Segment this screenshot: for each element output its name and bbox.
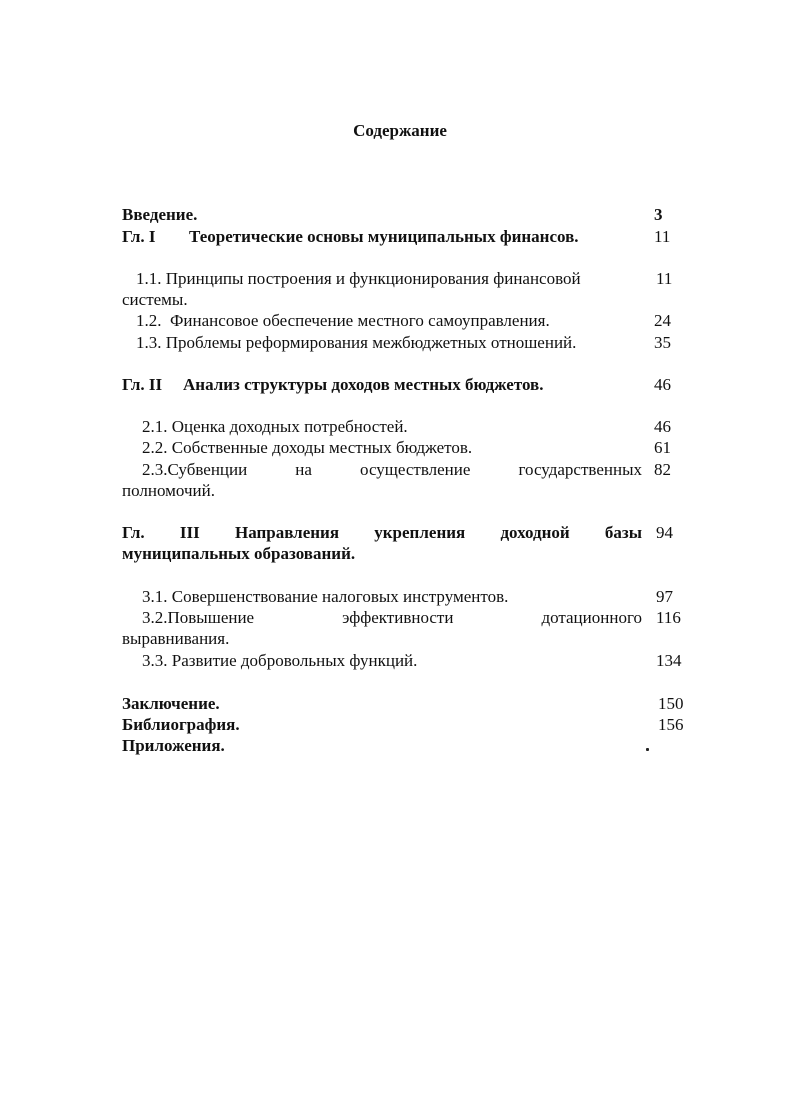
toc-page-number: 35 [654, 333, 671, 352]
chapter-title-continued: муниципальных образований. [122, 544, 356, 563]
toc-page-number: 11 [656, 269, 673, 288]
toc-page-number: 3 [654, 205, 663, 224]
toc-entry-text: 2.3.Субвенции на осуществление государственных [142, 460, 642, 479]
toc-section-1-1 [122, 268, 682, 310]
chapter-title: Анализ структуры доходов местных бюджетов. [183, 375, 544, 394]
chapter-title: Гл. III Направления укрепления доходной базы [122, 523, 642, 542]
toc-entry-text: 2.2. Собственные доходы местных бюджетов. [142, 438, 473, 457]
toc-page-number: 97 [656, 587, 673, 606]
toc-entry-text: 2.1. Оценка доходных потребностей. [142, 417, 408, 436]
toc-entry-text: 1.1. Принципы построения и функционирования финансовой [136, 269, 581, 288]
toc-page-number: 46 [654, 375, 671, 394]
toc-page-number: 94 [656, 523, 673, 542]
toc-entry-text: 1.2. Финансовое обеспечение местного самоуправления. [136, 311, 550, 330]
chapter-number: Гл. II [122, 375, 163, 394]
page-title: Содержание [353, 121, 447, 140]
toc-entry-text: Библиография. [122, 715, 240, 734]
toc-page-number: 24 [654, 311, 671, 330]
toc-entry-text: Заключение. [122, 694, 220, 713]
toc-entry-text-continued: выравнивания. [122, 629, 230, 648]
chapter-title: Теоретические основы муниципальных финансов. [189, 227, 579, 246]
toc-entry-text: Приложения. [122, 736, 225, 755]
toc-entry-text-continued: системы. [122, 290, 188, 309]
toc-page-number: 11 [654, 227, 671, 246]
toc-page-number: 82 [654, 460, 671, 479]
toc-chapter-3 [122, 522, 682, 564]
toc-entry-text: 3.2.Повышение эффективности дотационного [142, 608, 642, 627]
toc-entry-text: Введение. [122, 205, 198, 224]
toc-page-number: 46 [654, 417, 671, 436]
toc-entry-text-continued: полномочий. [122, 481, 215, 500]
scan-speck-mark [646, 748, 649, 751]
toc-page-number: 134 [656, 651, 682, 670]
toc-entry-text: 3.3. Развитие добровольных функций. [142, 651, 418, 670]
toc-entry-text: 3.1. Совершенствование налоговых инструментов. [142, 587, 509, 606]
toc-page-number: 156 [658, 715, 684, 734]
toc-section-3-2 [122, 607, 682, 649]
toc-entry-text: 1.3. Проблемы реформирования межбюджетных отношений. [136, 333, 577, 352]
toc-page-number: 61 [654, 438, 671, 457]
toc-section-2-3 [122, 459, 682, 501]
toc-page-number: 150 [658, 694, 684, 713]
chapter-number: Гл. I [122, 227, 156, 246]
toc-page-number: 116 [656, 608, 681, 627]
